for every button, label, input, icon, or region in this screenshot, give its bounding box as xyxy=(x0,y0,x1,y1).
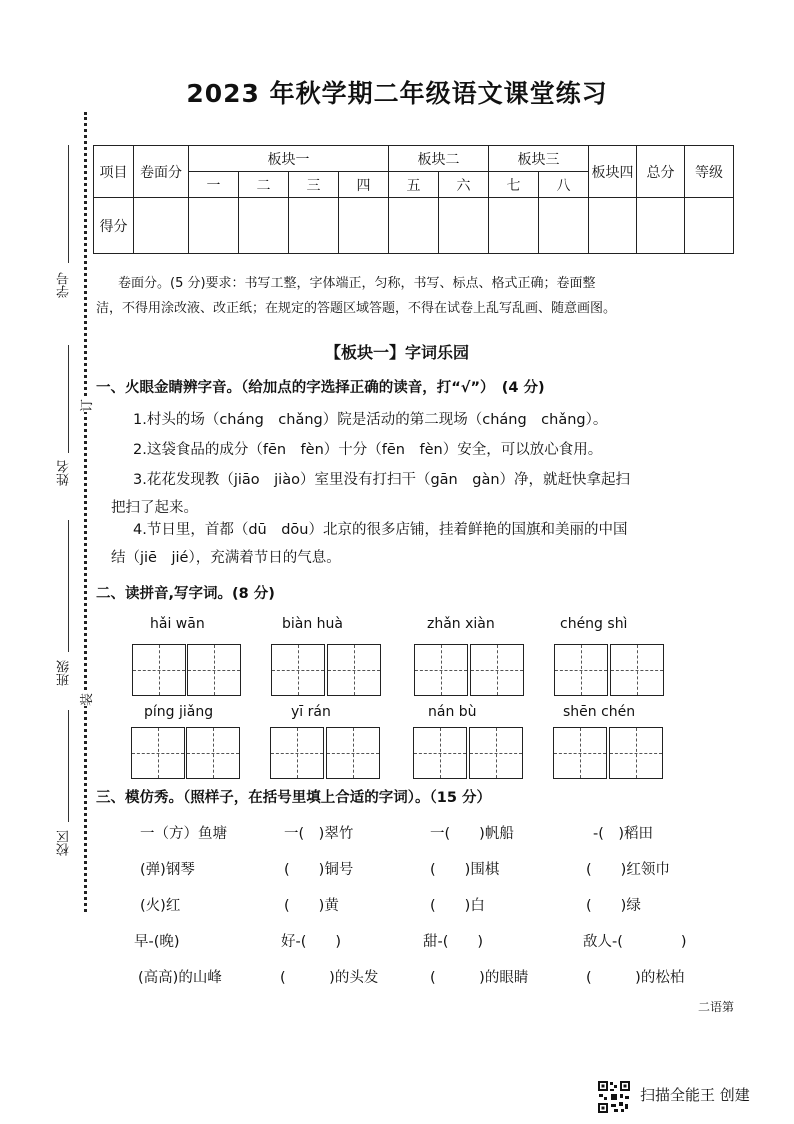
binding-line xyxy=(84,112,87,912)
imitation-cell: (高高)的山峰 xyxy=(138,970,222,986)
q1-item-2: 2.这袋食品的成分（fēn fèn）十分（fēn fèn）安全，可以放心食用。 xyxy=(133,442,603,458)
note-line-2: 洁，不得用涂改液、改正纸；在规定的答题区域答题，不得在试卷上乱写乱画、随意画图。 xyxy=(96,301,617,316)
imitation-cell[interactable]: ( )的松柏 xyxy=(586,970,685,986)
tianzige-box[interactable] xyxy=(186,727,240,779)
juanmian-header: 卷面分 xyxy=(134,146,189,198)
score-cell[interactable] xyxy=(685,198,734,254)
imitation-cell[interactable]: ( )围棋 xyxy=(430,862,500,878)
score-cell[interactable] xyxy=(134,198,189,254)
name-label: 姓名 xyxy=(57,460,72,486)
pinyin-label: hǎi wān xyxy=(150,616,205,632)
score-cell[interactable] xyxy=(289,198,339,254)
total-header: 总分 xyxy=(637,146,685,198)
page-note: 二语第 xyxy=(698,1000,735,1014)
page-title: 2023 年秋学期二年级语文课堂练习 xyxy=(186,79,608,108)
section-title: 【板块一】字词乐园 xyxy=(324,343,469,362)
score-cell[interactable] xyxy=(489,198,539,254)
pinyin-label: nán bù xyxy=(428,704,477,720)
tianzige-box[interactable] xyxy=(270,727,324,779)
sub-header: 一 xyxy=(189,172,239,198)
block2-header: 板块二 xyxy=(389,146,489,172)
binding-ding: 订 xyxy=(76,399,95,412)
imitation-cell[interactable]: ( )的眼睛 xyxy=(430,970,529,986)
q1-item-3b: 把扫了起来。 xyxy=(111,500,198,516)
score-cell[interactable] xyxy=(637,198,685,254)
tianzige-box[interactable] xyxy=(470,644,524,696)
q3-heading: 三、模仿秀。（照样子，在括号里填上合适的字词）。（15 分） xyxy=(96,790,491,806)
tianzige-box[interactable] xyxy=(610,644,664,696)
pinyin-label: shēn chén xyxy=(563,704,636,720)
tianzige-box[interactable] xyxy=(609,727,663,779)
grade-header: 等级 xyxy=(685,146,734,198)
imitation-cell[interactable]: 一( )帆船 xyxy=(430,826,514,842)
tianzige-box[interactable] xyxy=(271,644,325,696)
sub-header: 三 xyxy=(289,172,339,198)
imitation-cell[interactable]: ( )绿 xyxy=(586,898,641,914)
tianzige-box[interactable] xyxy=(469,727,523,779)
score-cell[interactable] xyxy=(189,198,239,254)
q1-item-1: 1.村头的场（cháng chǎng）院是活动的第二现场（cháng chǎng）。 xyxy=(133,412,608,428)
tianzige-box[interactable] xyxy=(413,727,467,779)
score-cell[interactable] xyxy=(439,198,489,254)
tianzige-box[interactable] xyxy=(553,727,607,779)
imitation-cell[interactable]: 好-( ) xyxy=(281,934,342,950)
school-line xyxy=(68,710,69,822)
tianzige-box[interactable] xyxy=(187,644,241,696)
score-cell[interactable] xyxy=(589,198,637,254)
score-cell[interactable] xyxy=(339,198,389,254)
pinyin-label: biàn huà xyxy=(282,616,344,632)
tianzige-box[interactable] xyxy=(326,727,380,779)
sub-header: 七 xyxy=(489,172,539,198)
imitation-cell[interactable]: ( )白 xyxy=(430,898,485,914)
imitation-cell: (火)红 xyxy=(140,898,181,914)
neatness-note xyxy=(96,271,733,321)
sub-header: 五 xyxy=(389,172,439,198)
class-label: 班级 xyxy=(57,660,72,686)
imitation-cell: 早-(晚) xyxy=(134,934,180,950)
binding-zhuang: 装 xyxy=(76,693,95,706)
imitation-cell[interactable]: ( )铜号 xyxy=(284,862,354,878)
imitation-cell[interactable]: ( )黄 xyxy=(284,898,339,914)
row-header-cell: 项目 xyxy=(94,146,134,198)
imitation-cell: 一（方）鱼塘 xyxy=(140,826,227,842)
sub-header: 八 xyxy=(539,172,589,198)
school-label: 校区 xyxy=(57,830,72,856)
score-row-label: 得分 xyxy=(94,198,134,254)
score-table xyxy=(93,145,734,254)
block1-header: 板块一 xyxy=(189,146,389,172)
student-number-line xyxy=(68,145,69,263)
tianzige-box[interactable] xyxy=(131,727,185,779)
block4-header: 板块四 xyxy=(589,146,637,198)
imitation-cell[interactable]: 敌人-( ) xyxy=(583,934,687,950)
imitation-cell[interactable]: 一( )翠竹 xyxy=(284,826,354,842)
q1-item-4b: 结（jiē jié），充满着节日的气息。 xyxy=(111,550,341,566)
score-cell[interactable] xyxy=(539,198,589,254)
tianzige-box[interactable] xyxy=(414,644,468,696)
qr-code-icon xyxy=(597,1080,631,1114)
block3-header: 板块三 xyxy=(489,146,589,172)
sub-header: 六 xyxy=(439,172,489,198)
imitation-cell[interactable]: -( )稻田 xyxy=(593,826,654,842)
pinyin-label: zhǎn xiàn xyxy=(427,616,495,632)
q1-item-4: 4.节日里，首都（dū dōu）北京的很多店铺，挂着鲜艳的国旗和美丽的中国 xyxy=(133,522,628,538)
sub-header: 二 xyxy=(239,172,289,198)
tianzige-box[interactable] xyxy=(132,644,186,696)
tianzige-box[interactable] xyxy=(327,644,381,696)
score-cell[interactable] xyxy=(239,198,289,254)
class-line xyxy=(68,520,69,652)
q1-heading: 一、火眼金睛辨字音。（给加点的字选择正确的读音，打“√”） (4 分) xyxy=(96,380,545,396)
pinyin-label: chéng shì xyxy=(560,616,628,632)
note-line-1: 卷面分。(5 分)要求：书写工整，字体端正，匀称，书写、标点、格式正确；卷面整 xyxy=(118,276,596,291)
imitation-cell[interactable]: 甜-( ) xyxy=(423,934,484,950)
tianzige-box[interactable] xyxy=(554,644,608,696)
scanner-watermark: 扫描全能王 创建 xyxy=(640,1086,750,1104)
imitation-cell: (弹)钢琴 xyxy=(140,862,195,878)
imitation-cell[interactable]: ( )的头发 xyxy=(280,970,379,986)
q2-heading: 二、读拼音,写字词。(8 分) xyxy=(96,586,275,602)
student-number-label: 学号 xyxy=(57,272,72,298)
q1-item-3: 3.花花发现教（jiāo jiào）室里没有打扫干（gān gàn）净，就赶快拿起扫 xyxy=(133,472,631,488)
score-cell[interactable] xyxy=(389,198,439,254)
sub-header: 四 xyxy=(339,172,389,198)
imitation-cell[interactable]: ( )红领巾 xyxy=(586,862,670,878)
pinyin-label: píng jiǎng xyxy=(144,704,214,720)
pinyin-label: yī rán xyxy=(291,704,331,720)
